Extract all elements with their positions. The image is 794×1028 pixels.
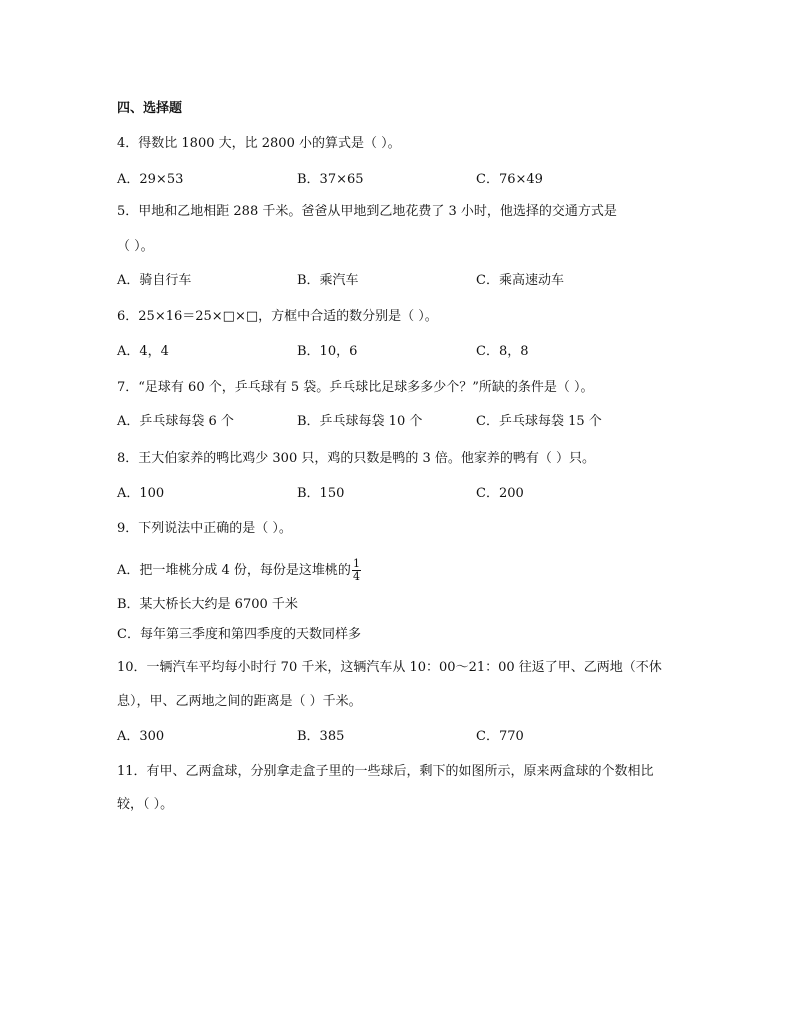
question-9-option-b: B．某大桥长大约是 6700 千米 [117, 597, 298, 612]
question-4-option-c: C．76×49 [476, 172, 543, 187]
question-6-option-b: B．10，6 [297, 344, 358, 359]
question-8-option-c: C．200 [476, 486, 524, 501]
question-9-option-a-text: A．把一堆桃分成 4 份，每份是这堆桃的 [117, 563, 351, 578]
question-6-stem: 6．25×16＝25×□×□，方框中合适的数分别是（ ）。 [117, 309, 438, 324]
question-7-option-b: B．乒乓球每袋 10 个 [297, 414, 423, 429]
question-11-stem: 11．有甲、乙两盒球，分别拿走盒子里的一些球后，剩下的如图所示，原来两盒球的个数相比 [117, 764, 654, 779]
question-4-option-b: B．37×65 [297, 172, 364, 187]
fraction-denominator: 4 [352, 570, 360, 583]
question-6-option-c: C．8，8 [476, 344, 529, 359]
section-title: 四、选择题 [117, 101, 183, 116]
question-4-option-a: A．29×53 [117, 172, 184, 187]
question-7-option-c: C．乒乓球每袋 15 个 [476, 414, 602, 429]
question-10-option-c: C．770 [476, 729, 524, 744]
question-7-option-a: A．乒乓球每袋 6 个 [117, 414, 234, 429]
question-9-stem: 9．下列说法中正确的是（ ）。 [117, 521, 292, 536]
question-5-option-a: A．骑自行车 [117, 273, 192, 288]
question-11-stem-continued: 较，（ ）。 [117, 797, 174, 812]
question-8-option-a: A．100 [117, 486, 165, 501]
fraction-one-quarter [352, 558, 361, 583]
question-8-option-b: B．150 [297, 486, 345, 501]
question-10-option-b: B．385 [297, 729, 345, 744]
question-7-stem: 7．“足球有 60 个，乒乓球有 5 袋。乒乓球比足球多多少个？”所缺的条件是（ ）。 [117, 380, 594, 395]
question-5-stem-continued: （ ）。 [117, 239, 154, 254]
question-5-option-b: B．乘汽车 [297, 273, 359, 288]
question-8-stem: 8．王大伯家养的鸭比鸡少 300 只，鸡的只数是鸭的 3 倍。他家养的鸭有（ ）只。 [117, 451, 596, 466]
question-10-stem-continued: 息），甲、乙两地之间的距离是（ ）千米。 [117, 694, 362, 709]
question-9-option-c: C．每年第三季度和第四季度的天数同样多 [117, 627, 361, 642]
question-5-stem: 5．甲地和乙地相距 288 千米。爸爸从甲地到乙地花费了 3 小时，他选择的交通方式是 [117, 204, 617, 219]
question-6-option-a: A．4，4 [117, 344, 169, 359]
question-10-stem: 10．一辆汽车平均每小时行 70 千米，这辆汽车从 10：00～21：00 往返了甲、乙两地（不休 [117, 660, 662, 675]
question-4-stem: 4．得数比 1800 大，比 2800 小的算式是（ ）。 [117, 136, 401, 151]
fraction-numerator: 1 [352, 557, 360, 570]
question-10-option-a: A．300 [117, 729, 165, 744]
question-9-option-a [117, 558, 361, 583]
question-5-option-c: C．乘高速动车 [476, 273, 564, 288]
